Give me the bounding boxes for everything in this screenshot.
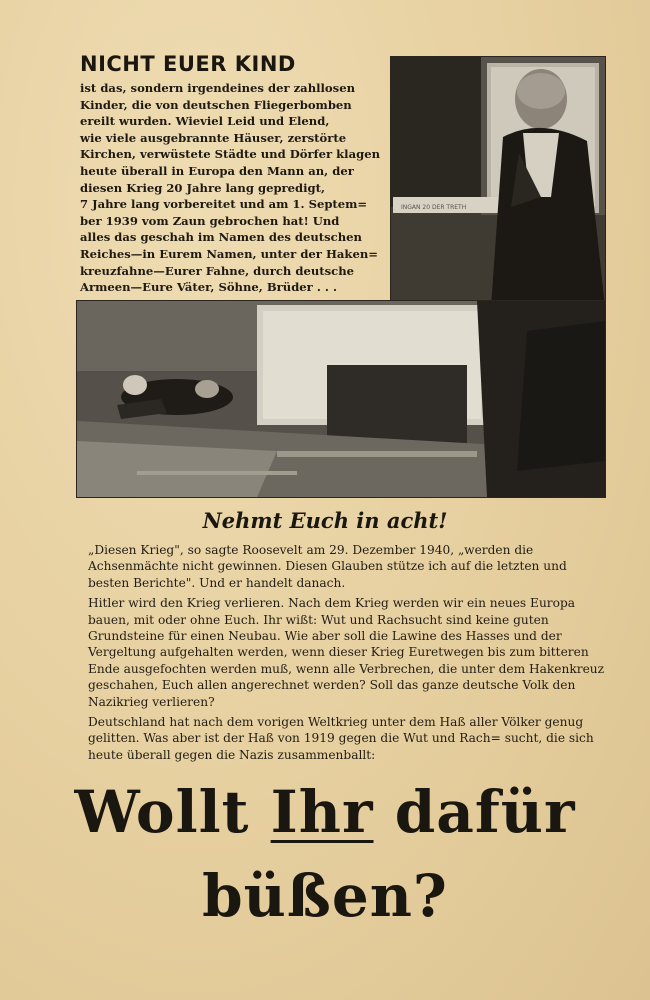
- slogan-part-2: dafür: [373, 778, 576, 846]
- intro-line: heute überall in Europa den Mann an, der: [80, 163, 354, 178]
- intro-line: alles das geschah im Namen des deutschen: [80, 230, 362, 245]
- slogan-emphasis: Ihr: [270, 778, 374, 846]
- intro-line: diesen Krieg 20 Jahre lang gepredigt,: [80, 180, 326, 195]
- intro-line: Kirchen, verwüstete Städte und Dörfer klagen: [80, 147, 380, 162]
- photo-woman-upper: [390, 56, 606, 308]
- photo-woman-graphic: [391, 57, 605, 307]
- intro-line: Kinder, die von deutschen Fliegerbomben: [80, 97, 352, 112]
- intro-line: kreuzfahne—Eurer Fahne, durch deutsche: [80, 263, 354, 278]
- paragraph: „Diesen Krieg", so sagte Roosevelt am 29. Dezember 1940, „werden die Achsenmächte nicht gewinnen. Diesen Glauben stütze ich auf die letzten und besten Berichte". Und er handelt danach.: [88, 543, 567, 590]
- photo-sign-text: INGAN 20 DER TRETH: [401, 204, 467, 211]
- section-subheading: Nehmt Euch in acht!: [202, 508, 448, 533]
- intro-line: ber 1939 vom Zaun gebrochen hat! Und: [80, 213, 340, 228]
- intro-line: Armeen—Eure Väter, Söhne, Brüder . . .: [80, 280, 338, 295]
- intro-line: ist das, sondern irgendeines der zahllosen: [80, 81, 355, 95]
- intro-line: 7 Jahre lang vorbereitet und am 1. Septem=: [80, 197, 368, 212]
- intro-text: [80, 80, 380, 296]
- slogan-line-1: [0, 778, 650, 846]
- body-text: [88, 542, 606, 767]
- paragraph: Hitler wird den Krieg verlieren. Nach dem Krieg werden wir ein neues Europa bauen, mit oder ohne Euch. Ihr wißt: Wut und Rachsucht sind keine guten Grundsteine für einen Neubau. Wie aber soll die Lawine des Hasses und der Vergeltung aufgehalten werden, wenn dieser Krieg Euretwegen bis zum bitteren Ende ausgefochten werden muß, wenn alle Verbrechen, die unter dem Hakenkreuz geschahen, Euch allen angerechnet werden? Soll das ganze deutsche Volk den Nazikrieg verlieren?: [88, 596, 605, 709]
- slogan-line-2: büßen?: [202, 862, 448, 930]
- paragraph: Deutschland hat nach dem vorigen Weltkrieg unter dem Haß aller Völker genug gelitten. Was aber ist der Haß von 1919 gegen die Wut und Rach= sucht, die sich heute überall gegen die Nazis zusammenballt:: [88, 715, 594, 762]
- leaflet-heading: NICHT EUER KIND: [80, 52, 296, 76]
- intro-line: Reiches—in Eurem Namen, unter der Haken=: [80, 246, 378, 261]
- intro-line: wie viele ausgebrannte Häuser, zerstörte: [80, 130, 347, 145]
- photo-child-lower: [76, 300, 606, 498]
- slogan-part-1: Wollt: [74, 778, 271, 846]
- photo-child-graphic: [77, 301, 605, 497]
- intro-line: ereilt wurden. Wieviel Leid und Elend,: [80, 114, 330, 129]
